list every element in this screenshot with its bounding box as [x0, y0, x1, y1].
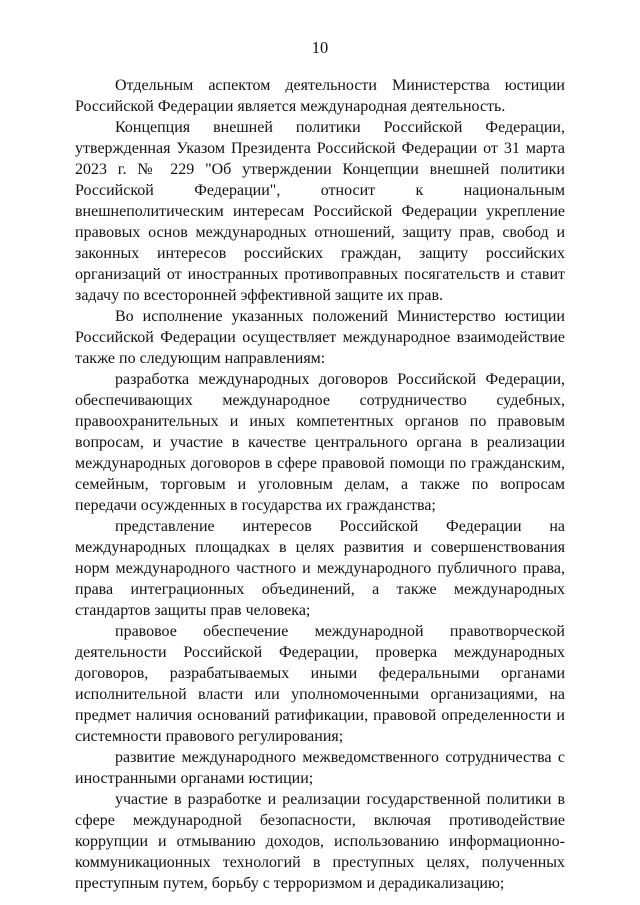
paragraph-directions-intro: Во исполнение указанных положений Министерство юстиции Российской Федерации осуществляет международное взаимодействие также по следующим направлениям:: [75, 308, 565, 367]
list-item-legal-support: правовое обеспечение международной правотворческой деятельности Российской Федерации, проверка международных договоров, разрабатываемых иными федеральными органами исполнительной власти или уполномоченными организациями, на предмет наличия оснований ратификации, правовой определенности и системности правового регулирования;: [75, 623, 565, 745]
page-number: 10: [311, 38, 329, 57]
list-item-security-policy: участие в разработке и реализации государственной политики в сфере международной безопасности, включая противодействие коррупции и отмыванию доходов, использованию информационно-коммуникационных технологий в преступных целях, полученных преступным путем, борьбу с терроризмом и дерадикализацию;: [75, 791, 565, 892]
list-item-cooperation: развитие международного межведомственного сотрудничества с иностранными органами юстиции;: [75, 749, 565, 787]
paragraph-foreign-policy-concept: Концепция внешней политики Российской Федерации, утвержденная Указом Президента Российской Федерации от 31 марта 2023 г. № 229 "Об утверждении Концепции внешней политики Российской Федерации", относит к национальным внешнеполитическим интересам Российской Федерации укрепление правовых основ международных отношений, защиту прав, свобод и законных интересов российских граждан, защиту российских организаций от иностранных противоправных посягательств и ставит задачу по всесторонней эффективной защите их прав.: [75, 119, 565, 304]
document-body: [75, 75, 565, 894]
list-item-representation: представление интересов Российской Федерации на международных площадках в целях развития и совершенствования норм международного частного и международного публичного права, права интеграционных объединений, а также международных стандартов защиты прав человека;: [75, 518, 565, 619]
paragraph-intro: Отдельным аспектом деятельности Министерства юстиции Российской Федерации является международная деятельность.: [75, 77, 565, 115]
list-item-treaties: разработка международных договоров Российской Федерации, обеспечивающих международное сотрудничество судебных, правоохранительных и иных компетентных органов по правовым вопросам, и участие в качестве центрального органа в реализации международных договоров в сфере правовой помощи по гражданским, семейным, торговым и уголовным делам, а также по вопросам передачи осужденных в государства их гражданства;: [75, 371, 565, 514]
